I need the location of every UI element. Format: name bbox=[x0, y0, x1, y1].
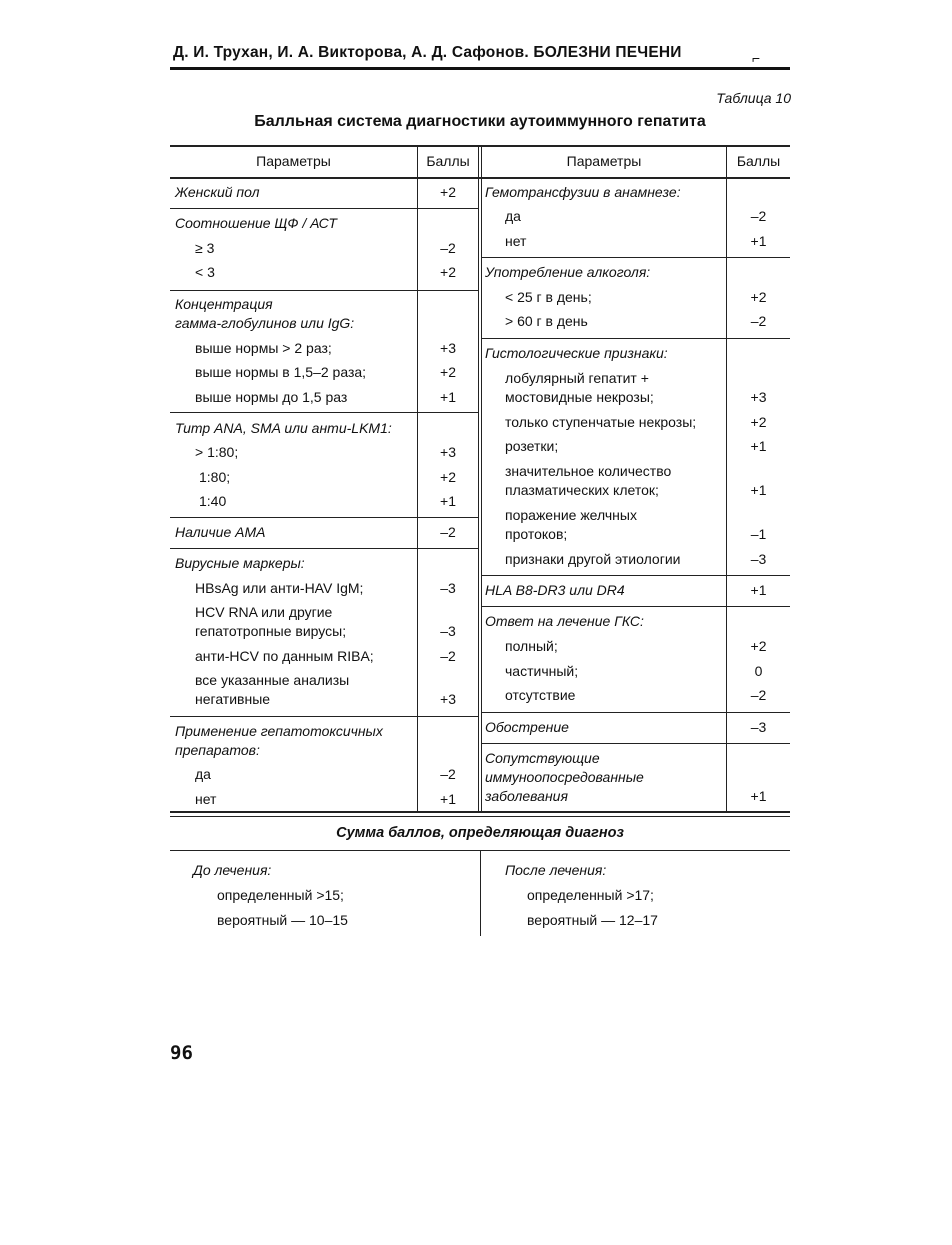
alcohol-row: < 25 г в день; bbox=[505, 289, 592, 305]
transfusion-row: да bbox=[505, 208, 521, 224]
table-number: Таблица 10 bbox=[716, 90, 791, 106]
viral-row: анти-HCV по данным RIBA; bbox=[195, 648, 374, 664]
before-definite: определенный >15; bbox=[217, 887, 344, 903]
globulins-row: выше нормы до 1,5 раз bbox=[195, 389, 348, 405]
comorbid-points: +1 bbox=[750, 788, 767, 804]
ama-label: Наличие АМА bbox=[175, 524, 266, 540]
alcohol-points: –2 bbox=[750, 313, 767, 329]
row-divider bbox=[482, 575, 790, 576]
alcohol-label: Употребление алкоголя: bbox=[485, 264, 651, 280]
viral-row: негативные bbox=[195, 691, 271, 707]
gcs-row: отсутствие bbox=[505, 687, 576, 703]
gcs-points: 0 bbox=[754, 663, 763, 679]
titer-points: +3 bbox=[440, 444, 456, 460]
gcs-row: частичный; bbox=[505, 663, 579, 679]
hla-label: HLA B8-DR3 или DR4 bbox=[485, 582, 625, 598]
titer-row: > 1:80; bbox=[195, 444, 239, 460]
row-divider bbox=[482, 606, 790, 607]
summary-title: Сумма баллов, определяющая диагноз bbox=[336, 825, 624, 841]
histology-row: протоков; bbox=[505, 526, 568, 542]
viral-points: –3 bbox=[440, 623, 456, 639]
histology-points: +3 bbox=[750, 389, 767, 405]
histology-points: –3 bbox=[750, 551, 767, 567]
viral-row: гепатотропные вирусы; bbox=[195, 623, 347, 639]
globulins-points: +3 bbox=[440, 340, 456, 356]
hepatotoxic-row: да bbox=[195, 766, 211, 782]
histology-points: –1 bbox=[750, 526, 767, 542]
titer-points: +1 bbox=[440, 493, 456, 509]
header-params-left: Параметры bbox=[256, 153, 331, 169]
viral-points: +3 bbox=[440, 691, 456, 707]
after-probable: вероятный — 12–17 bbox=[527, 912, 658, 928]
alp-ast-points: –2 bbox=[440, 240, 456, 256]
row-divider bbox=[170, 412, 478, 413]
row-divider bbox=[170, 208, 478, 209]
page-number: 96 bbox=[170, 1042, 193, 1064]
viral-row: HBsAg или анти-HAV IgM; bbox=[195, 580, 364, 596]
header-points-left: Баллы bbox=[426, 153, 470, 169]
viral-points: –3 bbox=[440, 580, 456, 596]
ama-points: –2 bbox=[440, 524, 456, 540]
histology-points: +1 bbox=[750, 438, 767, 454]
before-probable: вероятный — 10–15 bbox=[217, 912, 348, 928]
globulins-label: гамма-глобулинов или IgG: bbox=[175, 315, 355, 331]
header-points-right: Баллы bbox=[736, 153, 781, 169]
histology-row: лобулярный гепатит + bbox=[505, 370, 649, 386]
hepatotoxic-row: нет bbox=[195, 791, 217, 807]
comorbid-label: Сопутствующие bbox=[485, 750, 600, 766]
histology-row: признаки другой этиологии bbox=[505, 551, 681, 567]
row-divider bbox=[170, 517, 478, 518]
comorbid-label: заболевания bbox=[485, 788, 568, 804]
after-treatment-label: После лечения: bbox=[505, 862, 607, 878]
globulins-points: +1 bbox=[440, 389, 456, 405]
exacerbation-label: Обострение bbox=[485, 719, 569, 735]
female-sex-label: Женский пол bbox=[175, 184, 260, 200]
hepatotoxic-label: Применение гепатотоксичных bbox=[175, 723, 383, 739]
histology-row: только ступенчатые некрозы; bbox=[505, 414, 697, 430]
histology-row: значительное количество bbox=[505, 463, 672, 479]
alp-ast-row: < 3 bbox=[195, 264, 215, 280]
hepatotoxic-points: –2 bbox=[440, 766, 456, 782]
hla-points: +1 bbox=[750, 582, 767, 598]
row-divider bbox=[482, 743, 790, 744]
table-bottom-rule-2 bbox=[170, 816, 790, 817]
comorbid-label: иммуноопосредованные bbox=[485, 769, 644, 785]
row-divider bbox=[482, 257, 790, 258]
row-divider bbox=[170, 290, 478, 291]
alcohol-row: > 60 г в день bbox=[505, 313, 588, 329]
alp-ast-points: +2 bbox=[440, 264, 456, 280]
row-divider bbox=[482, 712, 790, 713]
histology-label: Гистологические признаки: bbox=[485, 345, 668, 361]
titer-row: 1:40 bbox=[199, 493, 227, 509]
viral-label: Вирусные маркеры: bbox=[175, 555, 305, 571]
histology-points: +2 bbox=[750, 414, 767, 430]
titer-points: +2 bbox=[440, 469, 456, 485]
histology-row: розетки; bbox=[505, 438, 559, 454]
titer-label: Титр ANA, SMA или анти-LKM1: bbox=[175, 420, 392, 436]
gcs-points: –2 bbox=[750, 687, 767, 703]
histology-points: +1 bbox=[750, 482, 767, 498]
transfusion-row: нет bbox=[505, 233, 527, 249]
globulins-row: выше нормы в 1,5–2 раза; bbox=[195, 364, 367, 380]
female-sex-points: +2 bbox=[440, 184, 456, 200]
right-column bbox=[482, 145, 790, 813]
histology-row: мостовидные некрозы; bbox=[505, 389, 654, 405]
transfusion-points: +1 bbox=[750, 233, 767, 249]
before-treatment-label: До лечения: bbox=[193, 862, 272, 878]
running-head: Д. И. Трухан, И. А. Викторова, А. Д. Сафонов. БОЛЕЗНИ ПЕЧЕНИ bbox=[173, 44, 682, 61]
alp-ast-label: Соотношение ЩФ / АСТ bbox=[175, 215, 337, 231]
gcs-label: Ответ на лечение ГКС: bbox=[485, 613, 644, 629]
row-divider bbox=[170, 716, 478, 717]
summary-divider bbox=[480, 851, 481, 936]
table-title: Балльная система диагностики аутоиммунного гепатита bbox=[254, 113, 706, 130]
viral-row: все указанные анализы bbox=[195, 672, 350, 688]
transfusion-points: –2 bbox=[750, 208, 767, 224]
left-column bbox=[170, 145, 478, 813]
header-params-right: Параметры bbox=[566, 153, 642, 169]
alcohol-points: +2 bbox=[750, 289, 767, 305]
gcs-points: +2 bbox=[750, 638, 767, 654]
viral-points: –2 bbox=[440, 648, 456, 664]
viral-row: HCV RNA или другие bbox=[195, 604, 333, 620]
header-rule bbox=[170, 67, 790, 70]
exacerbation-points: –3 bbox=[750, 719, 767, 735]
globulins-label: Концентрация bbox=[175, 296, 273, 312]
corner-mark-icon: ⌐ bbox=[752, 50, 761, 66]
transfusion-label: Гемотрансфузии в анамнезе: bbox=[485, 184, 681, 200]
center-divider bbox=[478, 145, 479, 813]
row-divider bbox=[482, 338, 790, 339]
scoring-table bbox=[170, 145, 790, 813]
titer-row: 1:80; bbox=[199, 469, 231, 485]
alp-ast-row: ≥ 3 bbox=[195, 240, 215, 256]
after-definite: определенный >17; bbox=[527, 887, 654, 903]
globulins-row: выше нормы > 2 раз; bbox=[195, 340, 332, 356]
row-divider bbox=[170, 548, 478, 549]
globulins-points: +2 bbox=[440, 364, 456, 380]
hepatotoxic-label: препаратов: bbox=[175, 742, 260, 758]
histology-row: плазматических клеток; bbox=[505, 482, 659, 498]
gcs-row: полный; bbox=[505, 638, 558, 654]
histology-row: поражение желчных bbox=[505, 507, 637, 523]
hepatotoxic-points: +1 bbox=[440, 791, 456, 807]
